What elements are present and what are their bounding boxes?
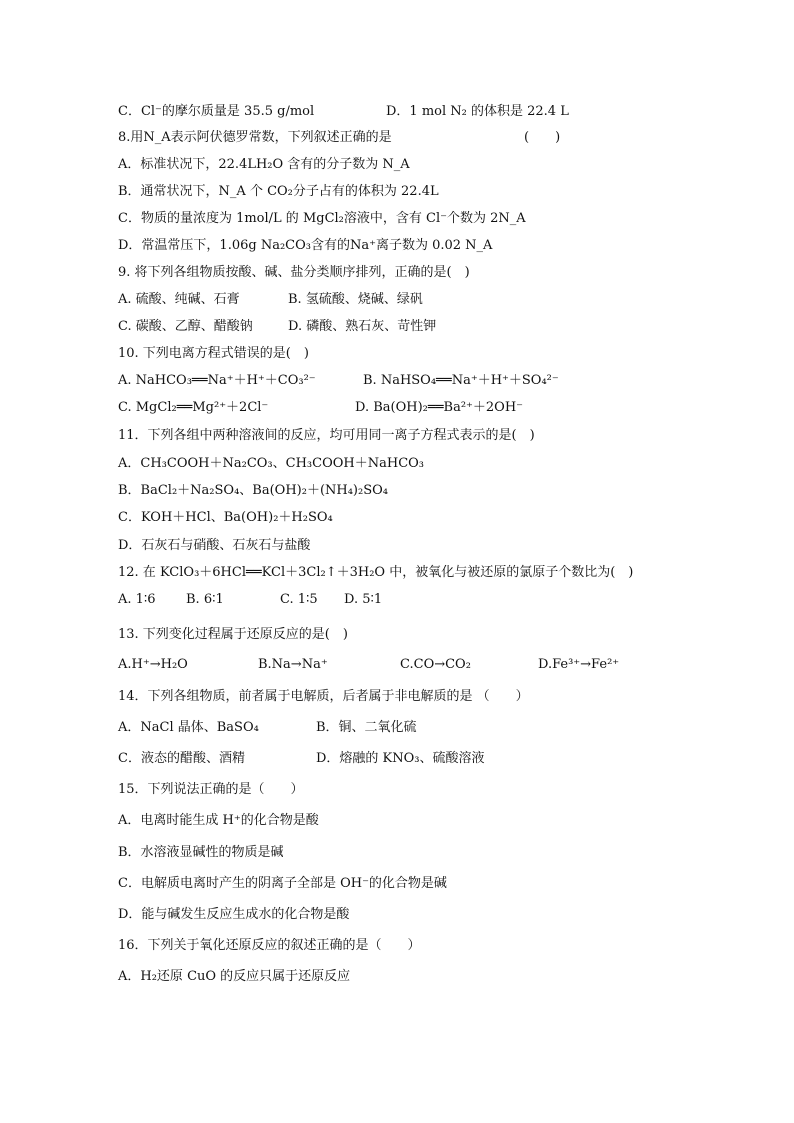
- q11-option-b: B．BaCl₂＋Na₂SO₄、Ba(OH)₂＋(NH₄)₂SO₄: [118, 483, 388, 498]
- q8-option-c: C．物质的量浓度为 1mol/L 的 MgCl₂溶液中，含有 Cl⁻个数为 2N_A: [118, 211, 526, 226]
- q13-option-a: A.H⁺→H₂O: [118, 657, 188, 672]
- q12-stem: 12. 在 KClO₃＋6HCl══KCl＋3Cl₂↑＋3H₂O 中，被氧化与被还原的氯原子个数比为( ): [118, 565, 634, 580]
- q8-stem: [118, 130, 561, 146]
- q10-option-a: A. NaHCO₃══Na⁺＋H⁺＋CO₃²⁻: [118, 373, 316, 388]
- q8-option-d: D．常温常压下，1.06g Na₂CO₃含有的Na⁺离子数为 0.02 N_A: [118, 238, 493, 253]
- q12-option-c: C. 1∶5: [280, 592, 318, 607]
- q12-option-a: A. 1∶6: [118, 592, 156, 607]
- q15-stem: 15．下列说法正确的是（ ）: [118, 782, 304, 797]
- q11-option-c: C．KOH＋HCl、Ba(OH)₂＋H₂SO₄: [118, 510, 333, 525]
- q10-option-b: B. NaHSO₄══Na⁺＋H⁺＋SO₄²⁻: [363, 373, 559, 388]
- q10-stem: 10. 下列电离方程式错误的是( ): [118, 346, 309, 361]
- q11-option-a: A．CH₃COOH＋Na₂CO₃、CH₃COOH＋NaHCO₃: [118, 456, 425, 471]
- q13-option-d: D.Fe³⁺→Fe²⁺: [538, 657, 620, 672]
- q14-option-a: A．NaCl 晶体、BaSO₄: [118, 720, 259, 735]
- q14-option-d: D．熔融的 KNO₃、硫酸溶液: [316, 751, 485, 766]
- q9-option-a: A. 硫酸、纯碱、石膏: [118, 292, 240, 307]
- q9-option-c: C. 碳酸、乙醇、醋酸钠: [118, 319, 253, 334]
- q8-text: 8.用N_A表示阿伏德罗常数，下列叙述正确的是: [118, 130, 392, 145]
- q7-option-c: C．Cl⁻的摩尔质量是 35.5 g/mol: [118, 104, 315, 119]
- q12-option-b: B. 6∶1: [186, 592, 224, 607]
- q8-paren: ( ): [524, 130, 561, 145]
- q7-option-d: D．1 mol N₂ 的体积是 22.4 L: [386, 104, 569, 119]
- q14-option-c: C．液态的醋酸、酒精: [118, 751, 245, 766]
- q15-option-d: D．能与碱发生反应生成水的化合物是酸: [118, 907, 350, 922]
- q14-stem: 14．下列各组物质，前者属于电解质，后者属于非电解质的是 （ ）: [118, 689, 529, 704]
- q16-option-a: A．H₂还原 CuO 的反应只属于还原反应: [118, 969, 351, 984]
- q10-option-c: C. MgCl₂══Mg²⁺＋2Cl⁻: [118, 400, 269, 415]
- q15-option-c: C．电解质电离时产生的阴离子全部是 OH⁻的化合物是碱: [118, 876, 447, 891]
- q8-option-b: B．通常状况下，N_A 个 CO₂分子占有的体积为 22.4L: [118, 184, 439, 199]
- q9-stem: 9. 将下列各组物质按酸、碱、盐分类顺序排列，正确的是( ): [118, 265, 470, 280]
- q12-option-d: D. 5∶1: [344, 592, 383, 607]
- q16-stem: 16．下列关于氧化还原反应的叙述正确的是（ ）: [118, 938, 421, 953]
- q13-option-b: B.Na→Na⁺: [258, 657, 328, 672]
- q15-option-a: A．电离时能生成 H⁺的化合物是酸: [118, 813, 319, 828]
- q15-option-b: B．水溶液显碱性的物质是碱: [118, 845, 284, 860]
- q11-option-d: D．石灰石与硝酸、石灰石与盐酸: [118, 538, 311, 553]
- q10-option-d: D. Ba(OH)₂══Ba²⁺＋2OH⁻: [355, 400, 524, 415]
- q11-stem: 11．下列各组中两种溶液间的反应，均可用同一离子方程式表示的是( ): [118, 428, 535, 443]
- q14-option-b: B．铜、二氧化硫: [316, 720, 417, 735]
- q13-stem: 13. 下列变化过程属于还原反应的是( ): [118, 627, 348, 642]
- q9-option-b: B. 氢硫酸、烧碱、绿矾: [288, 292, 423, 307]
- q13-option-c: C.CO→CO₂: [400, 657, 471, 672]
- q9-option-d: D. 磷酸、熟石灰、苛性钾: [288, 319, 437, 334]
- q8-option-a: A．标准状况下，22.4LH₂O 含有的分子数为 N_A: [118, 157, 410, 172]
